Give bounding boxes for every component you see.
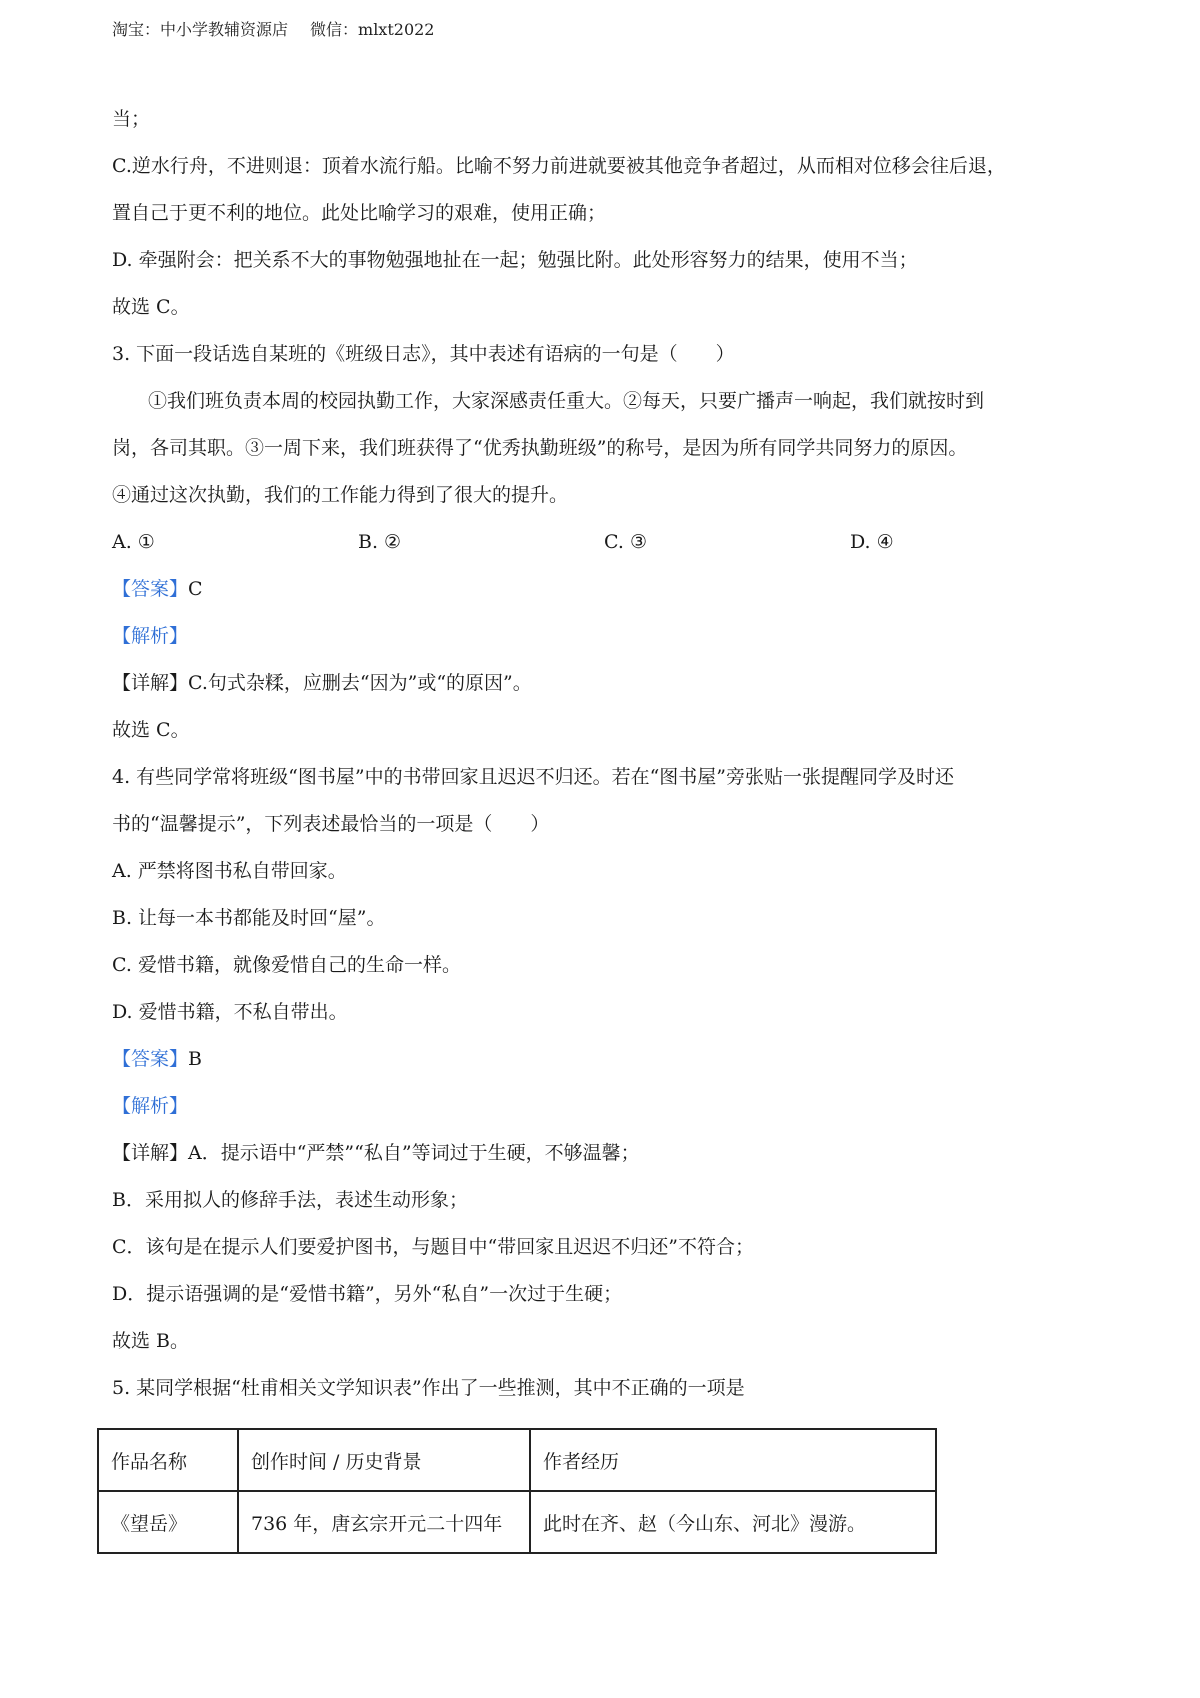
question-4-option-b: B. 让每一本书都能及时回“屋”。 [112, 907, 386, 929]
text-line: C.逆水行舟，不进则退：顶着水流行船。比喻不努力前进就要被其他竞争者超过，从而相对位移会往后退， [112, 155, 1006, 177]
passage-line: ①我们班负责本周的校园执勤工作，大家深感责任重大。②每天，只要广播声一响起，我们就按时到 [148, 390, 985, 412]
text-line: 当； [112, 108, 151, 130]
shop-name: 淘宝：中小学教辅资源店 [112, 20, 289, 39]
answer-value: B [188, 1048, 202, 1070]
option-c: C. ③ [604, 531, 647, 553]
table-cell: 此时在齐、赵（今山东、河北》漫游。 [530, 1491, 936, 1553]
table-header-cell: 作品名称 [98, 1429, 238, 1491]
option-a: A. ① [112, 531, 155, 553]
page-header [112, 18, 434, 42]
table-cell: 《望岳》 [98, 1491, 238, 1553]
question-3-detail: 【详解】C.句式杂糅，应删去“因为”或“的原因”。 [112, 672, 532, 694]
table-header-row [98, 1429, 936, 1491]
question-4-detail: B．采用拟人的修辞手法，表述生动形象； [112, 1189, 468, 1211]
text-line: 置自己于更不利的地位。此处比喻学习的艰难，使用正确； [112, 202, 607, 224]
text-line: D. 牵强附会：把关系不大的事物勉强地扯在一起；勉强比附。此处形容努力的结果，使用不当； [112, 249, 918, 271]
question-4-detail: D．提示语强调的是“爱惜书籍”，另外“私自”一次过于生硬； [112, 1283, 623, 1305]
question-5-stem: 5. 某同学根据“杜甫相关文学知识表”作出了一些推测，其中不正确的一项是 [112, 1377, 745, 1399]
passage-line: ④通过这次执勤，我们的工作能力得到了很大的提升。 [112, 484, 569, 506]
question-3-analysis-tag: 【解析】 [112, 625, 189, 647]
passage-line: 岗，各司其职。③一周下来，我们班获得了“优秀执勤班级”的称号，是因为所有同学共同努力的原因。 [112, 437, 968, 459]
option-b: B. ② [358, 531, 402, 553]
question-3-conclusion: 故选 C。 [112, 719, 190, 741]
text-line: 故选 C。 [112, 296, 190, 318]
question-4-option-c: C. 爱惜书籍，就像爱惜自己的生命一样。 [112, 954, 461, 976]
option-d: D. ④ [850, 531, 894, 553]
question-4-stem: 4. 有些同学常将班级“图书屋”中的书带回家且迟迟不归还。若在“图书屋”旁张贴一张提醒同学及时还 [112, 766, 955, 788]
question-4-detail: C．该句是在提示人们要爱护图书，与题目中“带回家且迟迟不归还”不符合； [112, 1236, 754, 1258]
table-cell: 736 年，唐玄宗开元二十四年 [238, 1491, 530, 1553]
table-row [98, 1491, 936, 1553]
answer-tag: 【答案】 [112, 578, 189, 600]
question-4-conclusion: 故选 B。 [112, 1330, 190, 1352]
question-4-option-d: D. 爱惜书籍，不私自带出。 [112, 1001, 348, 1023]
question-4-answer [112, 1044, 1102, 1074]
dufu-knowledge-table [97, 1428, 937, 1554]
question-3-options [112, 527, 1102, 557]
answer-value: C [188, 578, 203, 600]
table-header-cell: 作者经历 [530, 1429, 936, 1491]
wechat-id: 微信：mlxt2022 [310, 20, 435, 39]
question-4-analysis-tag: 【解析】 [112, 1095, 189, 1117]
question-3-stem: 3. 下面一段话选自某班的《班级日志》，其中表述有语病的一句是（ ） [112, 343, 735, 365]
question-4-detail: 【详解】A．提示语中“严禁”“私自”等词过于生硬，不够温馨； [112, 1142, 640, 1164]
question-3-answer [112, 574, 1102, 604]
answer-tag: 【答案】 [112, 1048, 189, 1070]
table-header-cell: 创作时间 / 历史背景 [238, 1429, 530, 1491]
document-body [112, 104, 1102, 1420]
question-4-option-a: A. 严禁将图书私自带回家。 [112, 860, 347, 882]
question-4-stem: 书的“温馨提示”，下列表述最恰当的一项是（ ） [112, 813, 550, 835]
